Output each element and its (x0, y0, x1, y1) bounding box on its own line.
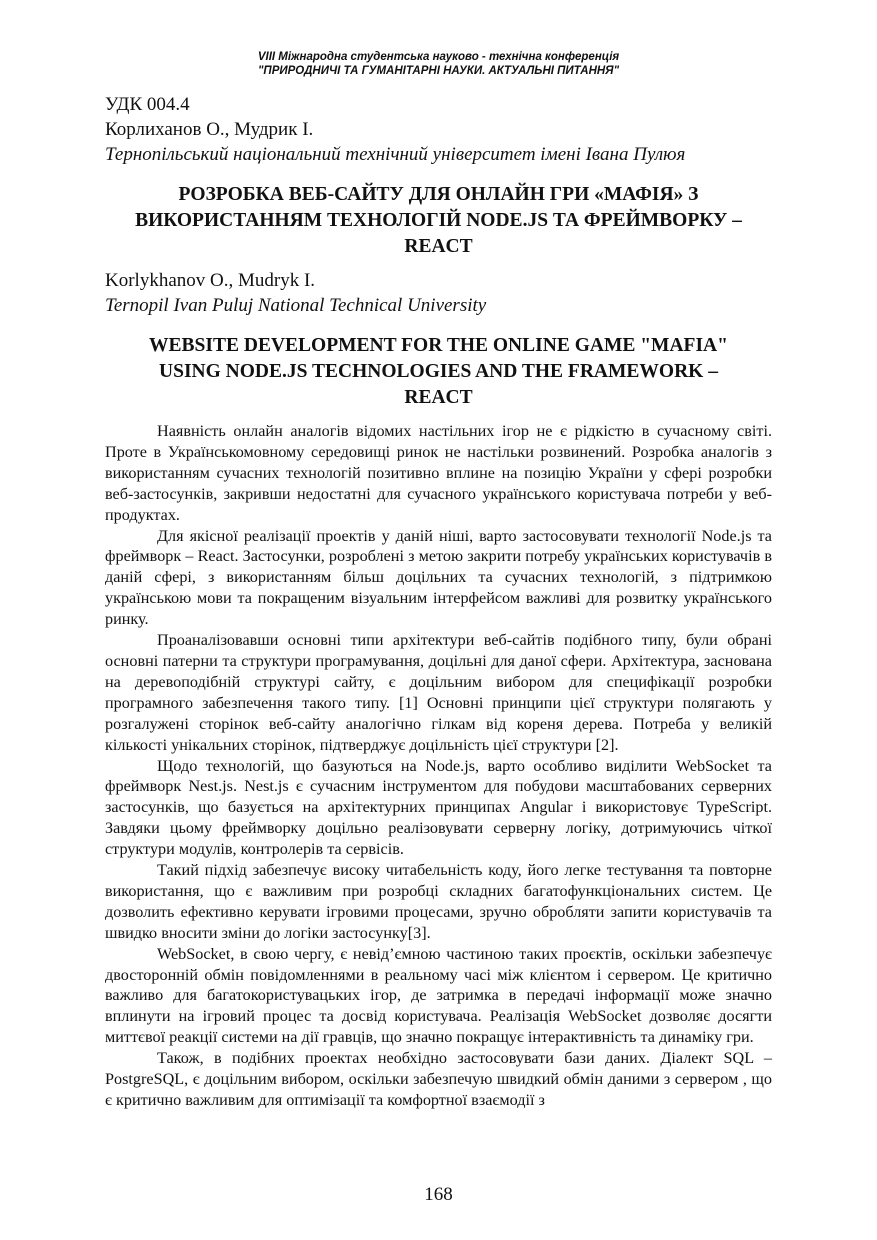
conference-header (0, 50, 877, 78)
paragraph: Також, в подібних проектах необхідно застосовувати бази даних. Діалект SQL – PostgreSQL, є доцільним вибором, оскільки забезпечую швидкий обмін даними з сервером , що є критично важливим для оптимізації та комфортної взаємодії з (105, 1049, 772, 1109)
title-ukrainian (105, 182, 772, 260)
title-line: РОЗРОБКА ВЕБ-САЙТУ ДЛЯ ОНЛАЙН ГРИ «МАФІЯ» З (178, 184, 699, 205)
paragraph: Такий підхід забезпечує високу читабельність коду, його легке тестування та повторне використання, що є важливим при розробці складних багатофункціональних систем. Це дозволить ефективно керувати ігровими процесами, зручно обробляти запити користувачів та швидко вносити зміни до логіки застосунку[3]. (105, 861, 772, 942)
title-line: REACT (404, 236, 473, 257)
affiliation-ukrainian: Тернопільський національний технічний університет імені Івана Пулюя (105, 144, 686, 165)
paragraph: Наявність онлайн аналогів відомих настільних ігор не є рідкістю в сучасному світі. Проте в Українськомовному середовищі ринок не настільки розвинений. Розробка аналогів з використанням сучасних технологій позитивно вплине на позицію України у сфері розробки веб-застосунків, закривши недостатні для сучасного українського користувача потреби у веб-продуктах. (105, 422, 772, 524)
title-line: REACT (404, 387, 473, 408)
conference-subtitle: "ПРИРОДНИЧІ ТА ГУМАНІТАРНІ НАУКИ. АКТУАЛЬНІ ПИТАННЯ" (257, 65, 620, 77)
title-line: USING NODE.JS TECHNOLOGIES AND THE FRAMEWORK – (159, 361, 718, 382)
conference-name: VIII Міжнародна студентська науково - технічна конференція (257, 51, 620, 63)
title-line: ВИКОРИСТАННЯМ ТЕХНОЛОГІЙ NODE.JS ТА ФРЕЙМВОРКУ – (135, 210, 742, 231)
title-line: WEBSITE DEVELOPMENT FOR THE ONLINE GAME "MAFIA" (149, 335, 728, 356)
page-number: 168 (424, 1184, 453, 1205)
authors-english: Korlykhanov O., Mudryk I. (105, 270, 316, 291)
affiliation-english: Ternopil Ivan Puluj National Technical University (105, 295, 487, 316)
paragraph: Щодо технологій, що базуються на Node.js, варто особливо виділити WebSocket та фреймворк Nest.js. Nest.js є сучасним інструментом для побудови масштабованих серверних застосунків, що базується на архітектурних принципах Angular і використовує TypeScript. Завдяки цьому фреймворку доцільно реалізовувати серверну логіку, дотримуючись чіткої структури модулів, контролерів та сервісів. (105, 756, 772, 859)
paragraph: Для якісної реалізації проектів у даній ніші, варто застосовувати технології Node.js та фреймворк – React. Застосунки, розроблені з метою закрити потребу українських користувачів в даній сфері, з використанням більш доцільних та сучасних технологій, з підтримкою українською мови та покращеним візуальним інтерфейсом важливі для розвитку українського ринку. (105, 526, 772, 629)
paragraph: Проаналізовавши основні типи архітектури веб-сайтів подібного типу, були обрані основні патерни та структури програмування, доцільні для даної сфери. Архітектура, заснована на деревоподібній структурі сайту, є доцільним вибором для специфікації розробки програмного забезпечення такого типу. [1] Основні принципи цієї структури полягають у розгалужені сторінок веб-сайту аналогічно гілкам від кореня дерева. Потреба у великій кількості унікальних сторінок, підтверджує доцільність цієї структури [2]. (105, 631, 772, 754)
article-body (105, 421, 772, 1111)
udk-code: УДК 004.4 (105, 94, 190, 115)
paragraph: WebSocket, в свою чергу, є невід’ємною частиною таких проєктів, оскільки забезпечує двосторонній обмін повідомленнями в реальному часі між клієнтом і сервером. Це критично важливо для багатокористувацьких ігор, де затримка в передачі інформації може значно вплинути на ігровий процес та досвід користувача. Реалізація WebSocket дозволяє досягти миттєвої реакції системи на дії гравців, що значно покращує інтерактивність та динаміку гри. (105, 944, 772, 1047)
title-english (105, 333, 772, 411)
authors-ukrainian: Корлиханов О., Мудрик І. (105, 119, 314, 140)
